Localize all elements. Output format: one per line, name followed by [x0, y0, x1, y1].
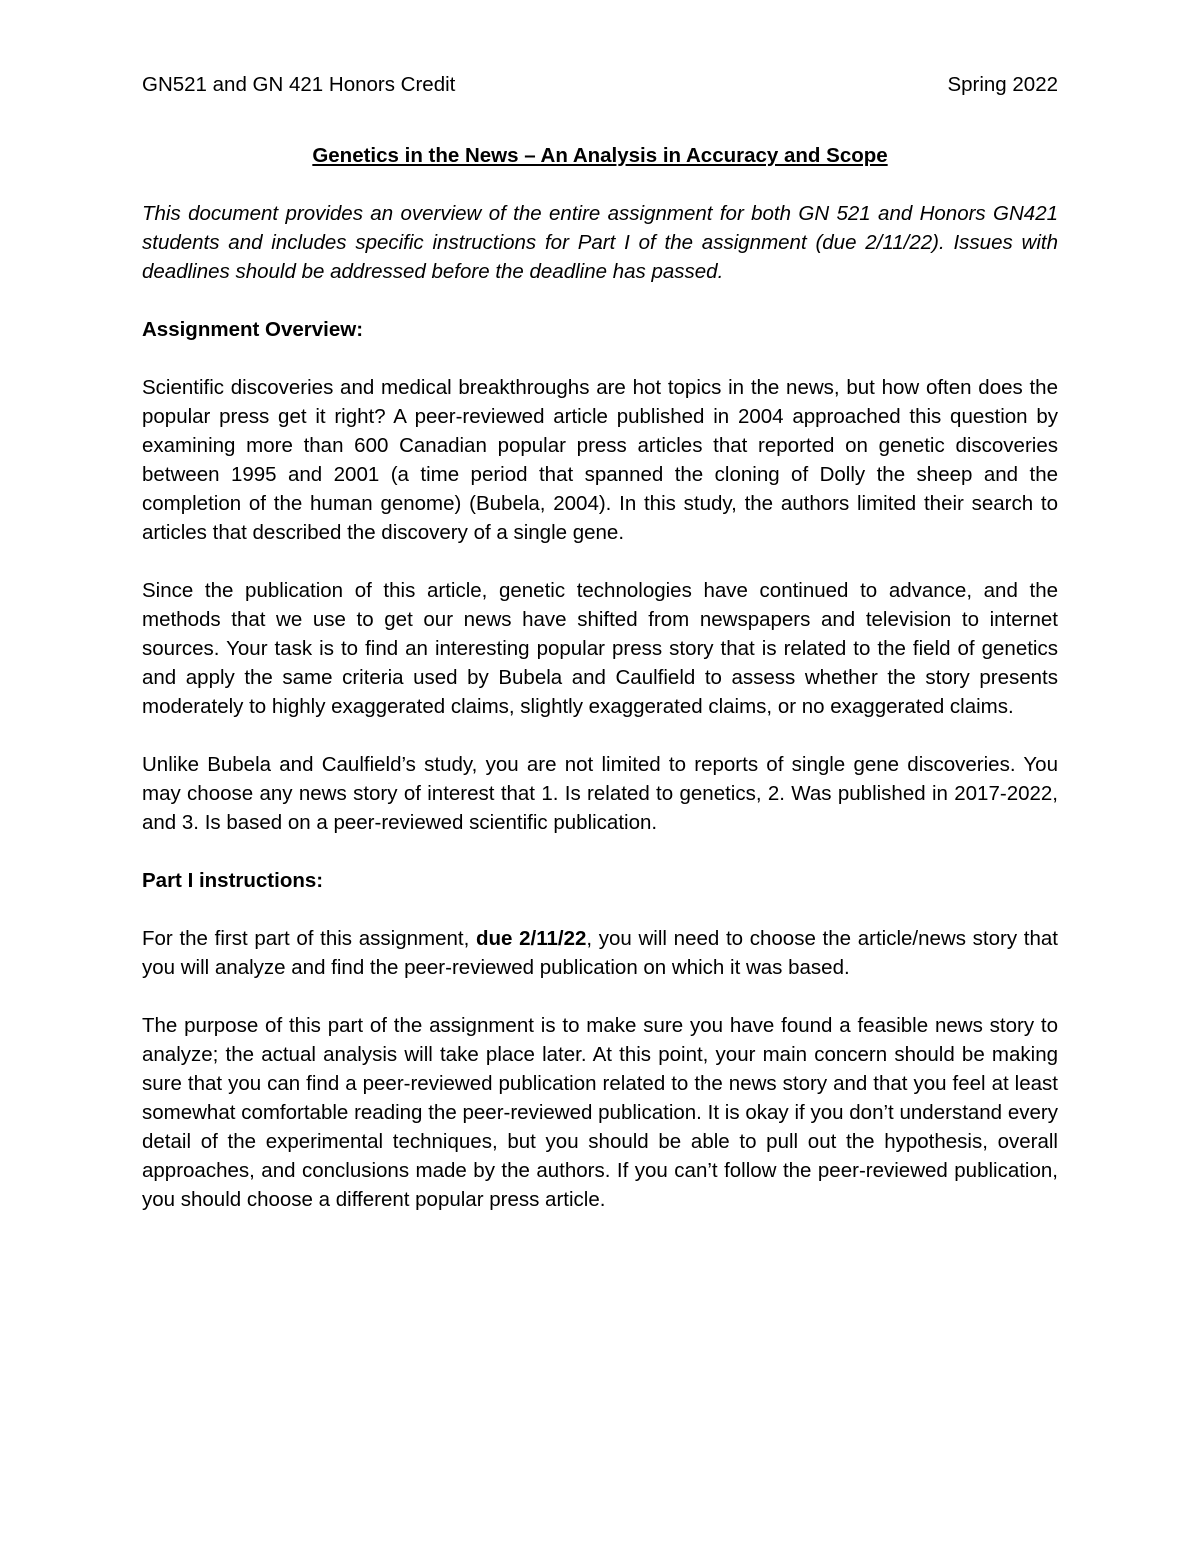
- page-header: [142, 70, 1058, 99]
- part1-heading: Part I instructions:: [142, 869, 324, 892]
- part1-paragraph-1: [142, 924, 1058, 982]
- document-page: [142, 70, 1058, 1214]
- document-title: Genetics in the News – An Analysis in Accuracy and Scope: [312, 144, 888, 167]
- part1-paragraph-2: The purpose of this part of the assignment is to make sure you have found a feasible news story to analyze; the actual analysis will take place later. At this point, your main concern should be making sure that you can find a peer-reviewed publication related to the news story and that you feel at least somewhat comfortable reading the peer-reviewed publication. It is okay if you don’t understand every detail of the experimental techniques, but you should be able to pull out the hypothesis, overall approaches, and conclusions made by the authors. If you can’t follow the peer-reviewed publication, you should choose a different popular press article.: [142, 1014, 1058, 1211]
- overview-heading: Assignment Overview:: [142, 318, 364, 341]
- intro-paragraph: This document provides an overview of the entire assignment for both GN 521 and Honors GN421 students and includes specific instructions for Part I of the assignment (due 2/11/22). Issues with deadlines should be addressed before the deadline has passed.: [142, 202, 1058, 283]
- overview-paragraph-1: Scientific discoveries and medical breakthroughs are hot topics in the news, but how often does the popular press get it right? A peer-reviewed article published in 2004 approached this question by examining more than 600 Canadian popular press articles that reported on genetic discoveries between 1995 and 2001 (a time period that spanned the cloning of Dolly the sheep and the completion of the human genome) (Bubela, 2004). In this study, the authors limited their search to articles that described the discovery of a single gene.: [142, 376, 1058, 544]
- part1-due-date: due 2/11/22: [475, 927, 587, 950]
- part1-p1-after: , you will need to choose the article/news story that you will analyze and find the peer-reviewed publication on which it was based.: [142, 927, 1058, 979]
- part1-p1-before: For the first part of this assignment,: [142, 927, 476, 950]
- term-label: Spring 2022: [947, 73, 1058, 96]
- course-label: GN521 and GN 421 Honors Credit: [142, 73, 456, 96]
- overview-paragraph-2: Since the publication of this article, genetic technologies have continued to advance, and the methods that we use to get our news have shifted from newspapers and television to internet sources. Your task is to find an interesting popular press story that is related to the field of genetics and apply the same criteria used by Bubela and Caulfield to assess whether the story presents moderately to highly exaggerated claims, slightly exaggerated claims, or no exaggerated claims.: [142, 579, 1058, 718]
- overview-paragraph-3: Unlike Bubela and Caulfield’s study, you are not limited to reports of single gene discoveries. You may choose any news story of interest that 1. Is related to genetics, 2. Was published in 2017-2022, and 3. Is based on a peer-reviewed scientific publication.: [142, 753, 1058, 834]
